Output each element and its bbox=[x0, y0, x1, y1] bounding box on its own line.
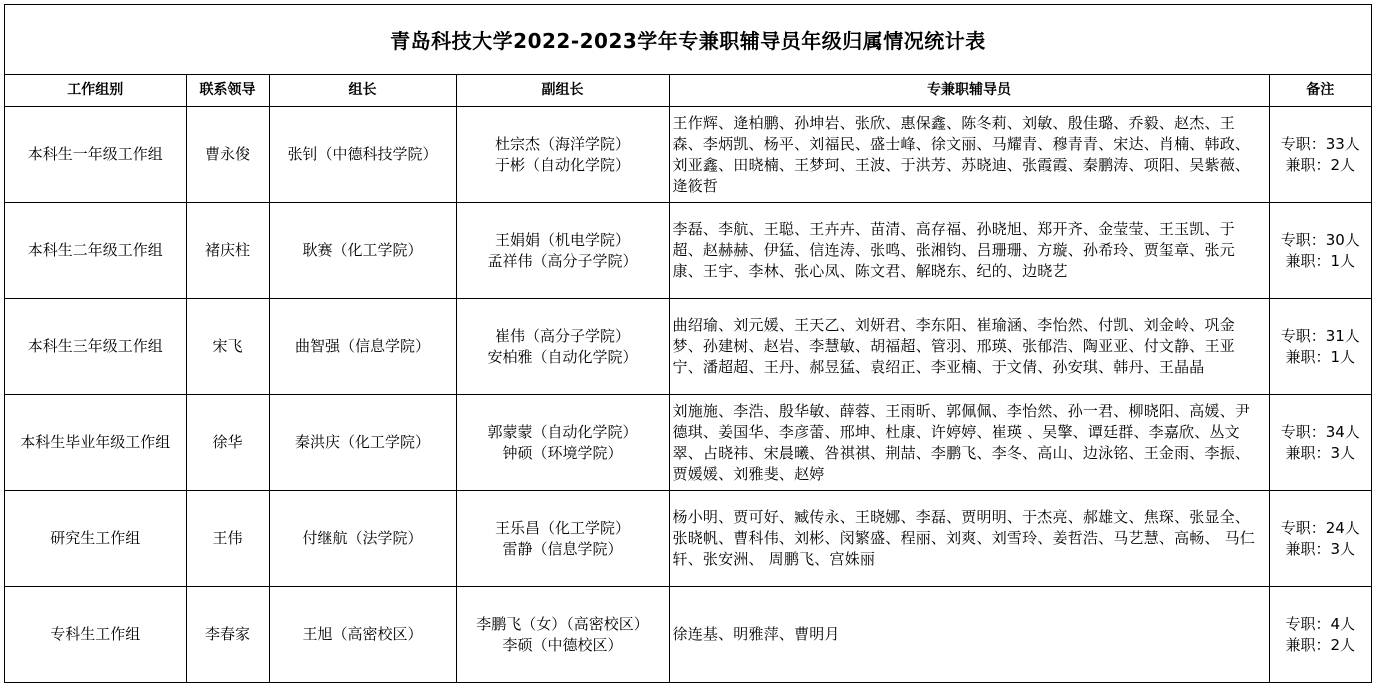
members-cell: 曲绍瑜、刘元媛、王天乙、刘妍君、李东阳、崔瑜涵、李怡然、付凯、刘金岭、巩金梦、孙建树、赵岩、李慧敏、胡福超、管羽、邢瑛、张郁浩、陶亚亚、付文静、王亚宁、潘超超、王丹、郝昱猛、袁绍正、李亚楠、于文倩、孙安琪、韩丹、王晶晶 bbox=[669, 299, 1269, 395]
deputy-name: 李鹏飞（女）（高密校区） bbox=[476, 614, 649, 633]
deputy-cell bbox=[456, 203, 669, 299]
group-cell: 本科生一年级工作组 bbox=[5, 107, 186, 203]
table-header-row bbox=[5, 75, 1371, 107]
members-cell: 刘施施、李浩、殷华敏、薛蓉、王雨昕、郭佩佩、李怡然、孙一君、柳晓阳、高媛、尹德琪、姜国华、李彦蕾、邢坤、杜康、许婷婷、崔瑛 、吴擎、谭廷群、李嘉欣、丛文翠、占晓祎、宋晨曦、咎祺祺、荆喆、李鹏飞、李冬、高山、边泳铭、王金雨、李振、贾媛媛、刘雅斐、赵婷 bbox=[669, 395, 1269, 491]
header-leader: 联系领导 bbox=[186, 75, 269, 107]
notes-cell bbox=[1269, 107, 1371, 203]
table-row bbox=[5, 299, 1371, 395]
fulltime-count: 专职：34人 bbox=[1280, 422, 1360, 441]
deputy-cell bbox=[456, 299, 669, 395]
members-cell: 杨小明、贾可好、臧传永、王晓娜、李磊、贾明明、于杰亮、郝雄文、焦琛、张显全、张晓帆、曹科伟、刘彬、闵繁盛、程丽、刘爽、刘雪玲、姜哲浩、马艺慧、高畅、 马仁轩、张安洲、 周鹏飞、宫姝丽 bbox=[669, 491, 1269, 587]
leader-cell: 王伟 bbox=[186, 491, 269, 587]
leader-cell: 褚庆柱 bbox=[186, 203, 269, 299]
table-row bbox=[5, 491, 1371, 587]
header-group: 工作组别 bbox=[5, 75, 186, 107]
fulltime-count: 专职：33人 bbox=[1280, 134, 1360, 153]
deputy-cell bbox=[456, 491, 669, 587]
notes-cell bbox=[1269, 203, 1371, 299]
table-row bbox=[5, 203, 1371, 299]
group-cell: 本科生毕业年级工作组 bbox=[5, 395, 186, 491]
group-cell: 专科生工作组 bbox=[5, 587, 186, 683]
deputy-cell bbox=[456, 107, 669, 203]
group-cell: 研究生工作组 bbox=[5, 491, 186, 587]
deputy-name: 王娟娟（机电学院） bbox=[494, 230, 630, 249]
parttime-count: 兼职：3人 bbox=[1285, 443, 1356, 462]
notes-cell bbox=[1269, 299, 1371, 395]
deputy-name: 崔伟（高分子学院） bbox=[494, 326, 630, 345]
parttime-count: 兼职：1人 bbox=[1285, 347, 1356, 366]
deputy-name: 郭蒙蒙（自动化学院） bbox=[487, 422, 638, 441]
assignment-table bbox=[5, 75, 1371, 682]
header-members: 专兼职辅导员 bbox=[669, 75, 1269, 107]
fulltime-count: 专职：4人 bbox=[1285, 614, 1356, 633]
statistics-sheet bbox=[4, 4, 1372, 683]
parttime-count: 兼职：2人 bbox=[1285, 635, 1356, 654]
notes-cell bbox=[1269, 491, 1371, 587]
head-cell: 付继航（法学院） bbox=[269, 491, 456, 587]
head-cell: 耿赛（化工学院） bbox=[269, 203, 456, 299]
leader-cell: 宋飞 bbox=[186, 299, 269, 395]
table-row bbox=[5, 107, 1371, 203]
header-deputy: 副组长 bbox=[456, 75, 669, 107]
group-cell: 本科生二年级工作组 bbox=[5, 203, 186, 299]
deputy-name: 王乐昌（化工学院） bbox=[494, 518, 630, 537]
members-cell: 王作辉、逄柏鹏、孙坤岩、张欣、惠保鑫、陈冬莉、刘敏、殷佳璐、乔毅、赵杰、王森、李炳凯、杨平、刘福民、盛士峰、徐文丽、马耀青、穆青青、宋达、肖楠、韩政、刘亚鑫、田晓楠、王梦珂、王波、于洪芳、苏晓迪、张霞霞、秦鹏涛、项阳、吴紫薇、逄筱哲 bbox=[669, 107, 1269, 203]
deputy-name: 雷静（信息学院） bbox=[502, 539, 623, 558]
deputy-name: 于彬（自动化学院） bbox=[494, 155, 630, 174]
notes-cell bbox=[1269, 395, 1371, 491]
head-cell: 王旭（高密校区） bbox=[269, 587, 456, 683]
notes-cell bbox=[1269, 587, 1371, 683]
deputy-cell bbox=[456, 587, 669, 683]
table-row bbox=[5, 587, 1371, 683]
deputy-name: 李硕（中德校区） bbox=[502, 635, 623, 654]
table-row bbox=[5, 395, 1371, 491]
fulltime-count: 专职：30人 bbox=[1280, 230, 1360, 249]
header-head: 组长 bbox=[269, 75, 456, 107]
deputy-cell bbox=[456, 395, 669, 491]
deputy-name: 安柏雅（自动化学院） bbox=[487, 347, 638, 366]
sheet-title: 青岛科技大学2022-2023学年专兼职辅导员年级归属情况统计表 bbox=[5, 5, 1371, 75]
parttime-count: 兼职：1人 bbox=[1285, 251, 1356, 270]
fulltime-count: 专职：31人 bbox=[1280, 326, 1360, 345]
head-cell: 秦洪庆（化工学院） bbox=[269, 395, 456, 491]
members-cell: 李磊、李航、王聪、王卉卉、苗清、高存福、孙晓旭、郑开齐、金莹莹、王玉凯、于超、赵赫赫、伊猛、信连涛、张鸣、张湘钧、吕珊珊、方璇、孙希玲、贾玺章、张元康、王宇、李林、张心凤、陈文君、解晓东、纪的、边晓艺 bbox=[669, 203, 1269, 299]
head-cell: 张钊（中德科技学院） bbox=[269, 107, 456, 203]
leader-cell: 徐华 bbox=[186, 395, 269, 491]
fulltime-count: 专职：24人 bbox=[1280, 518, 1360, 537]
parttime-count: 兼职：3人 bbox=[1285, 539, 1356, 558]
leader-cell: 曹永俊 bbox=[186, 107, 269, 203]
leader-cell: 李春家 bbox=[186, 587, 269, 683]
header-notes: 备注 bbox=[1269, 75, 1371, 107]
group-cell: 本科生三年级工作组 bbox=[5, 299, 186, 395]
head-cell: 曲智强（信息学院） bbox=[269, 299, 456, 395]
deputy-name: 钟硕（环境学院） bbox=[502, 443, 623, 462]
deputy-name: 孟祥伟（高分子学院） bbox=[487, 251, 638, 270]
deputy-name: 杜宗杰（海洋学院） bbox=[494, 134, 630, 153]
members-cell: 徐连基、明雅萍、曹明月 bbox=[669, 587, 1269, 683]
parttime-count: 兼职：2人 bbox=[1285, 155, 1356, 174]
